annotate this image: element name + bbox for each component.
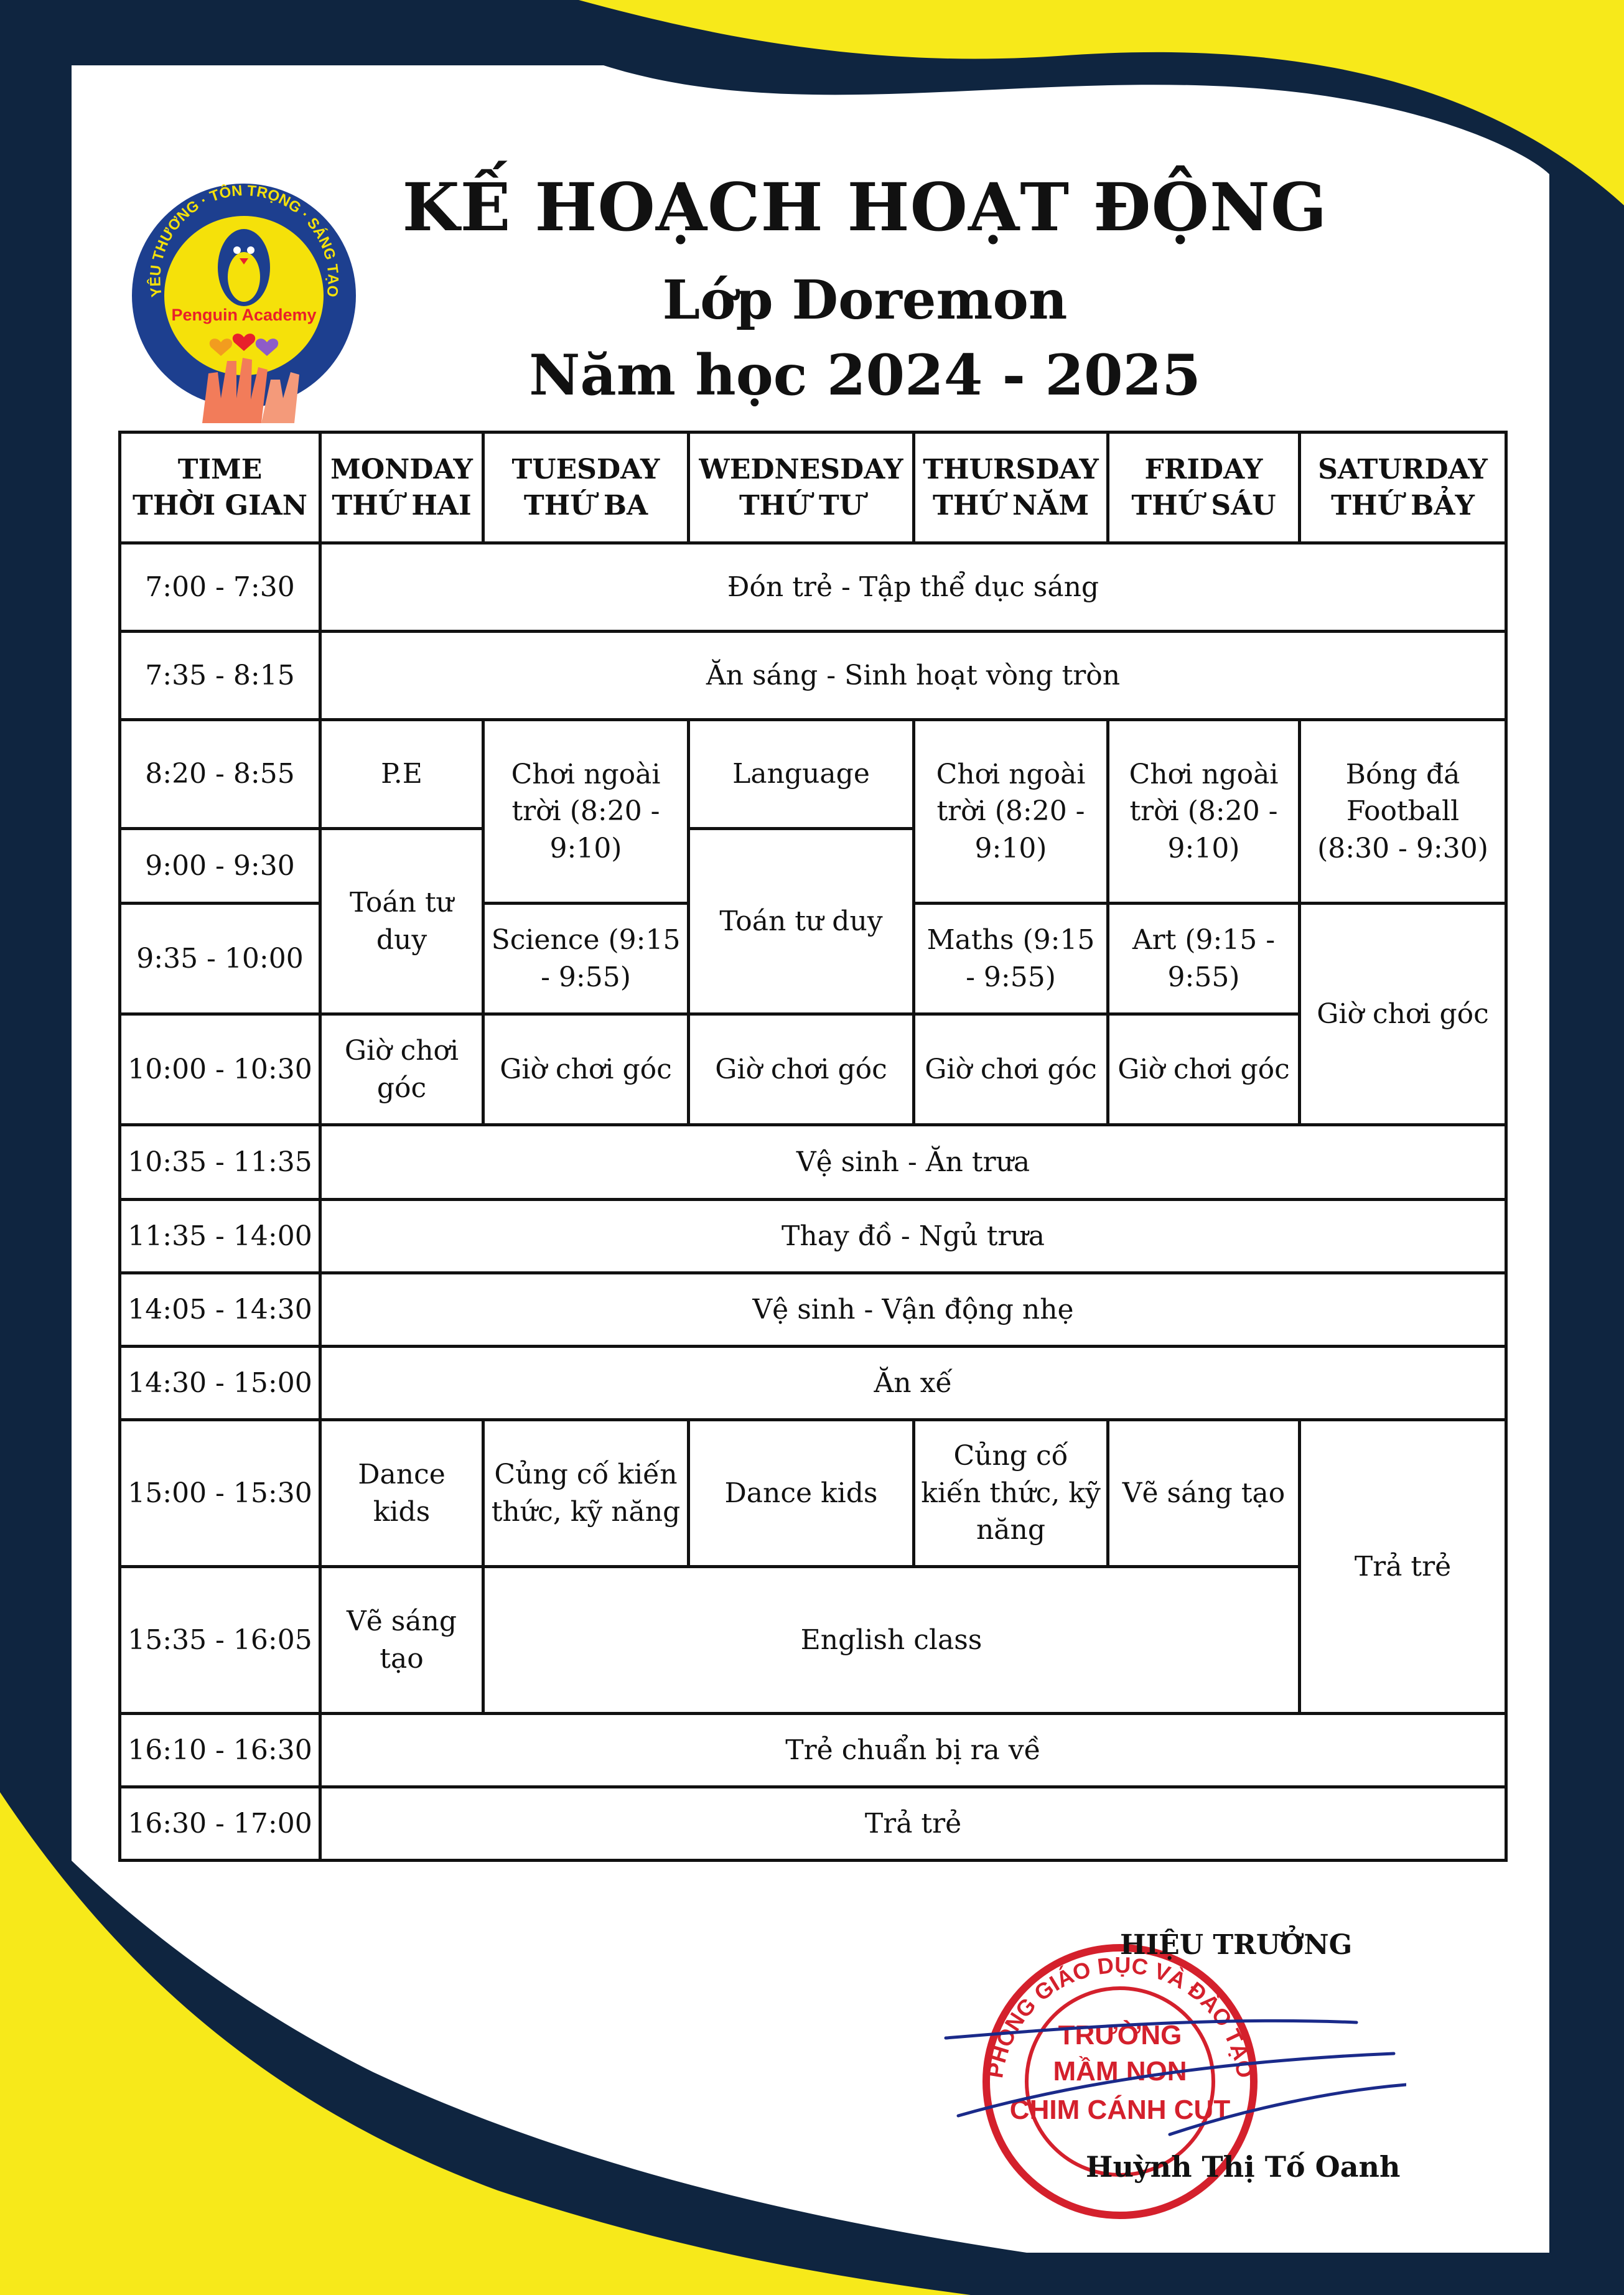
- activity-cell: Củng cố kiến thức, kỹ năng: [914, 1420, 1108, 1567]
- activity-cell: Củng cố kiến thức, kỹ năng: [483, 1420, 689, 1567]
- stamp-arc-text: PHÒNG GIÁO DỤC VÀ ĐÀO TẠO: [982, 1951, 1259, 2080]
- activity-cell: Chơi ngoài trời (8:20 - 9:10): [483, 720, 689, 904]
- table-row: [120, 1125, 1506, 1200]
- time-cell: 9:00 - 9:30: [120, 829, 320, 904]
- activity-cell: Trả trẻ: [320, 1787, 1506, 1861]
- time-cell: 14:30 - 15:00: [120, 1347, 320, 1420]
- stamp-line: TRƯỜNG: [1058, 2020, 1182, 2050]
- activity-cell: Dance kids: [689, 1420, 914, 1567]
- activity-cell: Thay đồ - Ngủ trưa: [320, 1200, 1506, 1273]
- table-row: [120, 1200, 1506, 1273]
- column-header-thursday: THURSDAY THỨ NĂM: [914, 432, 1108, 543]
- activity-schedule-table: [118, 431, 1508, 1862]
- column-header-time: TIME THỜI GIAN: [120, 432, 320, 543]
- activity-cell: Bóng đá Football (8:30 - 9:30): [1300, 720, 1506, 904]
- school-logo: [128, 174, 361, 423]
- header-row: [120, 432, 1506, 543]
- activity-cell: Art (9:15 - 9:55): [1108, 904, 1300, 1014]
- activity-cell: Toán tư duy: [689, 829, 914, 1014]
- table-row: [120, 543, 1506, 632]
- activity-cell: Giờ chơi góc: [1108, 1014, 1300, 1125]
- activity-cell: English class: [483, 1567, 1300, 1714]
- activity-cell: Giờ chơi góc: [483, 1014, 689, 1125]
- activity-cell: Chơi ngoài trời (8:20 - 9:10): [914, 720, 1108, 904]
- column-header-wednesday: WEDNESDAY THỨ TƯ: [689, 432, 914, 543]
- time-cell: 15:00 - 15:30: [120, 1420, 320, 1567]
- activity-cell: Vệ sinh - Ăn trưa: [320, 1125, 1506, 1200]
- activity-cell: P.E: [320, 720, 483, 829]
- logo-brand: Penguin Academy: [171, 306, 317, 324]
- time-cell: 7:35 - 8:15: [120, 632, 320, 720]
- table-row: [120, 1420, 1506, 1567]
- table-row: [120, 1714, 1506, 1787]
- time-cell: 16:30 - 17:00: [120, 1787, 320, 1861]
- time-cell: 15:35 - 16:05: [120, 1567, 320, 1714]
- activity-cell: Science (9:15 - 9:55): [483, 904, 689, 1014]
- table-row: [120, 1787, 1506, 1861]
- activity-cell: Giờ chơi góc: [1300, 904, 1506, 1125]
- activity-cell: Vẽ sáng tạo: [320, 1567, 483, 1714]
- column-header-tuesday: TUESDAY THỨ BA: [483, 432, 689, 543]
- activity-cell: Giờ chơi góc: [689, 1014, 914, 1125]
- activity-cell: Giờ chơi góc: [320, 1014, 483, 1125]
- activity-cell: Ăn sáng - Sinh hoạt vòng tròn: [320, 632, 1506, 720]
- page-title: KẾ HOẠCH HOẠT ĐỘNG: [402, 168, 1328, 246]
- activity-cell: Dance kids: [320, 1420, 483, 1567]
- table-row: [120, 1273, 1506, 1347]
- table-row: [120, 1014, 1506, 1125]
- table-row: [120, 632, 1506, 720]
- time-cell: 14:05 - 14:30: [120, 1273, 320, 1347]
- signature-title: HIỆU TRƯỞNG: [1120, 1929, 1353, 1961]
- activity-cell: Vẽ sáng tạo: [1108, 1420, 1300, 1567]
- activity-cell: Đón trẻ - Tập thể dục sáng: [320, 543, 1506, 632]
- logo-motto: YÊU THƯƠNG · TÔN TRỌNG · SÁNG TẠO: [147, 182, 342, 299]
- time-cell: 9:35 - 10:00: [120, 904, 320, 1014]
- table-row: [120, 1347, 1506, 1420]
- activity-cell: Giờ chơi góc: [914, 1014, 1108, 1125]
- activity-cell: Chơi ngoài trời (8:20 - 9:10): [1108, 720, 1300, 904]
- stamp-line: MẦM NON: [1053, 2056, 1187, 2087]
- time-cell: 7:00 - 7:30: [120, 543, 320, 632]
- school-year: Năm học 2024 - 2025: [529, 342, 1201, 408]
- time-cell: 16:10 - 16:30: [120, 1714, 320, 1787]
- activity-cell: Language: [689, 720, 914, 829]
- class-name: Lớp Doremon: [662, 269, 1068, 332]
- activity-cell: Maths (9:15 - 9:55): [914, 904, 1108, 1014]
- time-cell: 10:00 - 10:30: [120, 1014, 320, 1125]
- column-header-friday: FRIDAY THỨ SÁU: [1108, 432, 1300, 543]
- column-header-monday: MONDAY THỨ HAI: [320, 432, 483, 543]
- time-cell: 8:20 - 8:55: [120, 720, 320, 829]
- stamp-line: CHIM CÁNH CỤT: [1009, 2095, 1231, 2125]
- activity-cell: Vệ sinh - Vận động nhẹ: [320, 1273, 1506, 1347]
- table-row: [120, 720, 1506, 829]
- signature-name: Huỳnh Thị Tố Oanh: [1086, 2150, 1401, 2184]
- activity-cell: Trẻ chuẩn bị ra về: [320, 1714, 1506, 1787]
- column-header-saturday: SATURDAY THỨ BẢY: [1300, 432, 1506, 543]
- time-cell: 10:35 - 11:35: [120, 1125, 320, 1200]
- activity-cell: Toán tư duy: [320, 829, 483, 1014]
- time-cell: 11:35 - 14:00: [120, 1200, 320, 1273]
- activity-cell: Ăn xế: [320, 1347, 1506, 1420]
- table-row: [120, 1567, 1506, 1714]
- activity-cell: Trả trẻ: [1300, 1420, 1506, 1714]
